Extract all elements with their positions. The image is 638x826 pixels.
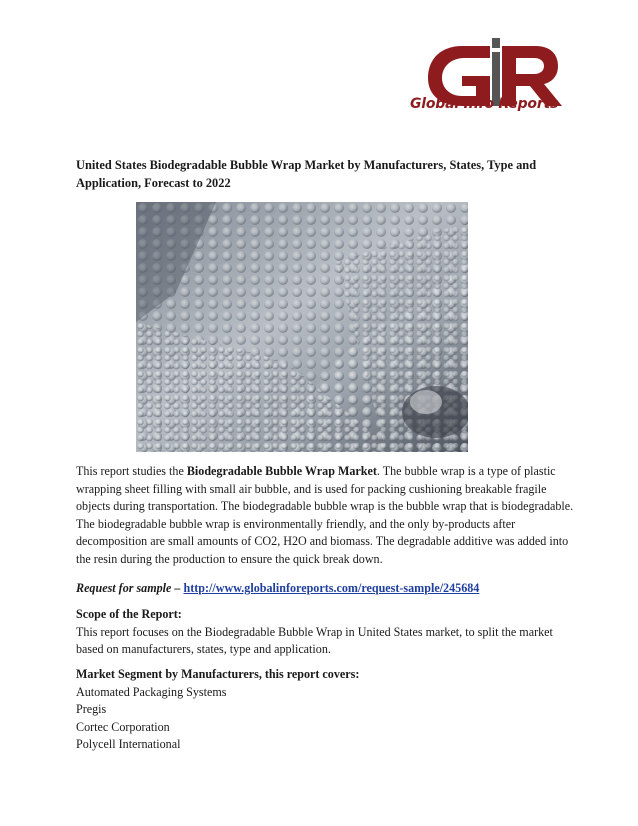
list-item: Automated Packaging Systems [76,684,227,699]
intro-suffix: . The bubble wrap is a type of plastic wrapping sheet filling with small air bubble, and is used for packing cushioning breakable fragile objects during transportation. The biodegradable bubble wrap is the bubble wrap that is biodegradable. The biodegradable bubble wrap is environmentally friendly, and the only by-products after decomposition are small amounts of CO2, H2O and biomass. The degradable additive was added into the resin during the production to ensure the quick break down. [76,464,574,566]
list-item: Polycell International [76,737,181,752]
manufacturers-section [76,666,576,754]
scope-text: This report focuses on the Biodegradable Bubble Wrap in United States market, to split the market based on manufacturers, states, type and application. [76,624,553,657]
brand-name: Global Info Reports [410,96,559,112]
manufacturers-heading: Market Segment by Manufacturers, this report covers: [76,667,360,681]
request-sample [76,580,576,598]
scope-heading: Scope of the Report: [76,607,182,621]
intro-bold: Biodegradable Bubble Wrap Market [186,464,377,478]
report-title: United States Biodegradable Bubble Wrap Market by Manufacturers, States, Type and Application, Forecast to 2022 [76,158,537,190]
scope-section [76,606,576,659]
request-sample-link[interactable]: http://www.globalinforeports.com/request-sample/245684 [183,581,480,595]
list-item: Pregis [76,702,107,717]
request-label: Request for sample – [76,581,184,595]
intro-paragraph [76,463,576,569]
list-item: Cortec Corporation [76,719,170,734]
intro-prefix: This report studies the [76,464,187,478]
bubble-wrap-photo [136,202,468,452]
